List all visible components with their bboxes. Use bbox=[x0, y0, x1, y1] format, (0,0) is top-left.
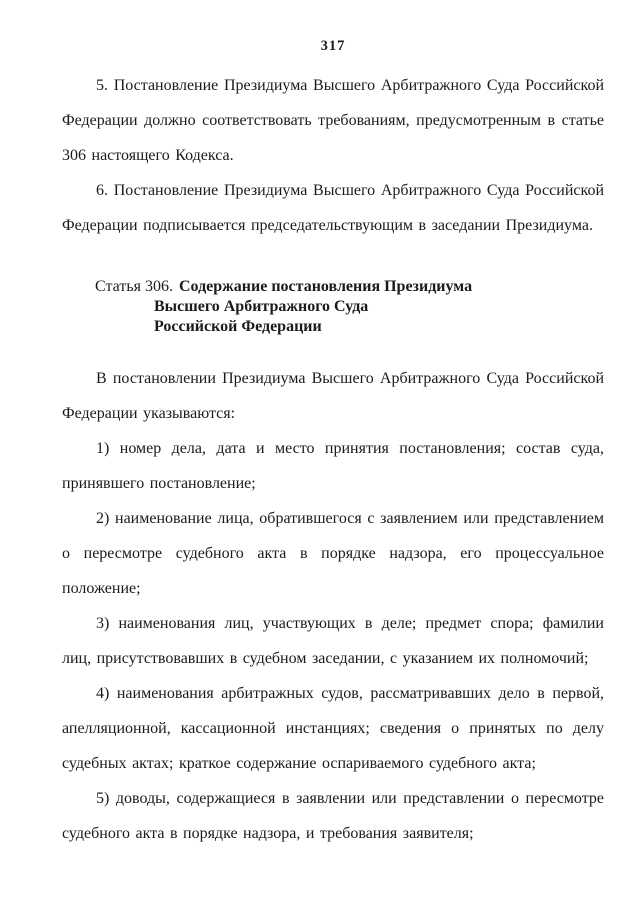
paragraph-5: 5. Постановление Президиума Высшего Арбитражного Суда Российской Федерации должно соответствовать требованиям, предусмотренным в статье 306 настоящего Кодекса. bbox=[62, 77, 604, 164]
list-item-4: 4) наименования арбитражных судов, рассматривавших дело в первой, апелляционной, кассационной инстанциях; сведения о принятых по делу судебных актах; краткое содержание оспариваемого судебного акта; bbox=[62, 685, 604, 772]
article-heading bbox=[62, 277, 604, 337]
intro-paragraph: В постановлении Президиума Высшего Арбитражного Суда Российской Федерации указываются: bbox=[62, 370, 604, 422]
list-item-2: 2) наименование лица, обратившегося с заявлением или представлением о пересмотре судебного акта в порядке надзора, его процессуальное положение; bbox=[62, 510, 604, 597]
page-number: 317 bbox=[320, 38, 346, 54]
article-title-line-1: Содержание постановления Президиума bbox=[178, 278, 473, 295]
list-item-1: 1) номер дела, дата и место принятия постановления; состав суда, принявшего постановление; bbox=[62, 440, 604, 492]
paragraph-6: 6. Постановление Президиума Высшего Арбитражного Суда Российской Федерации подписывается председательствующим в заседании Президиума. bbox=[62, 182, 604, 234]
article-number: Статья 306. bbox=[95, 278, 173, 295]
article-title-line-2: Высшего Арбитражного Суда bbox=[154, 298, 369, 315]
list-item-5: 5) доводы, содержащиеся в заявлении или представлении о пересмотре судебного акта в порядке надзора, и требования заявителя; bbox=[62, 790, 604, 842]
article-title-line-3: Российской Федерации bbox=[154, 318, 322, 335]
list-item-3: 3) наименования лиц, участвующих в деле; предмет спора; фамилии лиц, присутствовавших в судебном заседании, с указанием их полномочий; bbox=[62, 615, 604, 667]
article-heading-line-1 bbox=[95, 277, 604, 297]
